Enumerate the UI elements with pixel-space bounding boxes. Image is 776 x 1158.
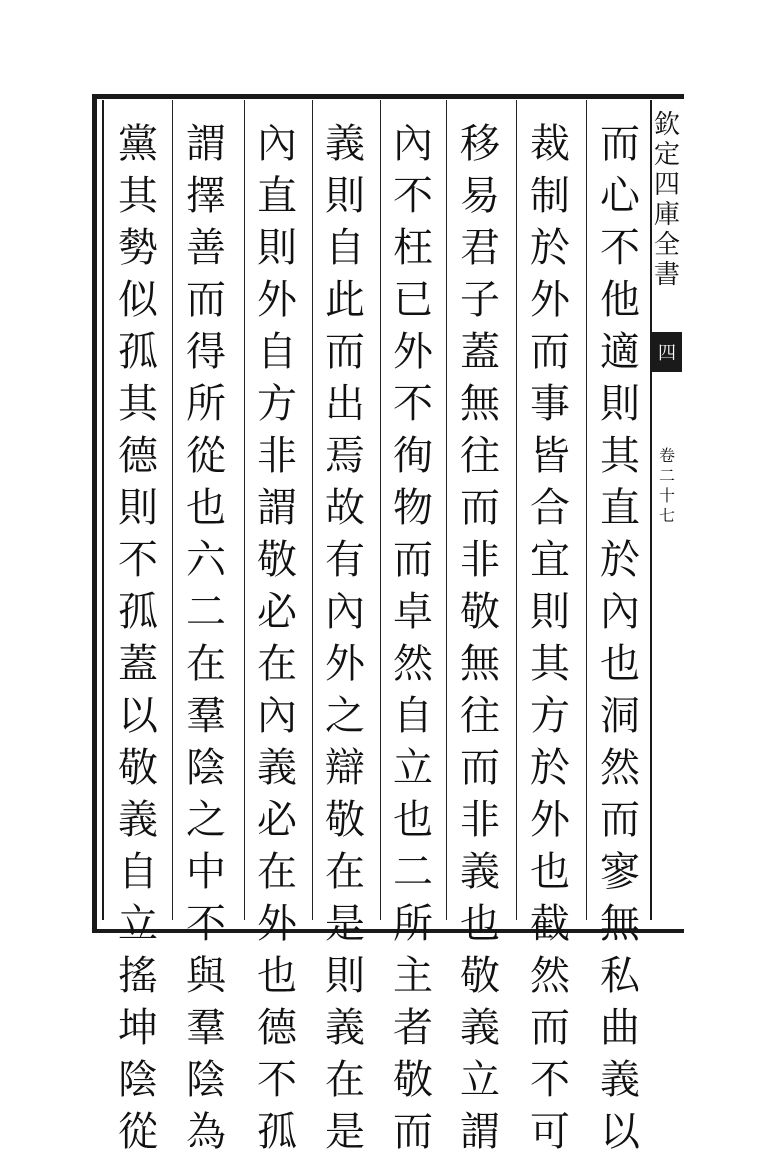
text-character: 從 [118, 1109, 158, 1155]
text-character: 義 [118, 797, 158, 843]
text-character: 從 [186, 433, 226, 479]
text-character: 義 [325, 1005, 365, 1051]
text-character: 在 [325, 849, 365, 895]
text-character: 移 [460, 121, 500, 167]
text-character: 立 [460, 1057, 500, 1103]
margin-title-character: 書 [653, 260, 680, 290]
text-column-5 [313, 118, 377, 1158]
text-character: 心 [600, 173, 640, 219]
text-character: 非 [257, 433, 297, 479]
fishtail-marker: 四 [652, 332, 682, 372]
text-character: 中 [186, 849, 226, 895]
text-character: 主 [393, 953, 433, 999]
text-character: 自 [118, 849, 158, 895]
text-character: 謂 [257, 485, 297, 531]
text-character: 而 [600, 797, 640, 843]
text-character: 外 [393, 329, 433, 375]
text-column-2 [518, 118, 582, 1158]
column-rule [516, 100, 517, 920]
text-character: 方 [530, 693, 570, 739]
text-character: 可 [530, 1109, 570, 1155]
text-character: 然 [600, 745, 640, 791]
text-character: 出 [325, 381, 365, 427]
text-character: 羣 [186, 693, 226, 739]
margin-juan-character: 卷 [658, 446, 675, 465]
text-column-6 [245, 118, 309, 1158]
text-character: 以 [118, 693, 158, 739]
text-character: 必 [257, 797, 297, 843]
text-character: 自 [257, 329, 297, 375]
text-character: 無 [600, 901, 640, 947]
text-character: 而 [530, 1005, 570, 1051]
text-character: 立 [118, 901, 158, 947]
text-character: 故 [325, 485, 365, 531]
text-character: 直 [600, 485, 640, 531]
text-character: 之 [325, 693, 365, 739]
text-character: 搖 [118, 953, 158, 999]
text-character: 羣 [186, 1005, 226, 1051]
text-character: 是 [325, 901, 365, 947]
text-character: 在 [257, 849, 297, 895]
text-character: 不 [257, 1057, 297, 1103]
text-character: 已 [393, 277, 433, 323]
text-character: 者 [393, 1005, 433, 1051]
text-character: 不 [118, 537, 158, 583]
text-character: 也 [460, 901, 500, 947]
text-character: 之 [186, 797, 226, 843]
text-character: 不 [186, 901, 226, 947]
text-character: 物 [393, 485, 433, 531]
text-character: 自 [393, 693, 433, 739]
text-character: 似 [118, 277, 158, 323]
text-character: 截 [530, 901, 570, 947]
text-character: 在 [186, 641, 226, 687]
text-character: 制 [530, 173, 570, 219]
text-character: 所 [186, 381, 226, 427]
text-character: 不 [530, 1057, 570, 1103]
text-character: 不 [600, 225, 640, 271]
text-column-8 [106, 118, 170, 1158]
text-character: 也 [393, 797, 433, 843]
text-character: 敬 [118, 745, 158, 791]
text-character: 與 [186, 953, 226, 999]
text-column-7 [174, 118, 238, 1158]
text-character: 辯 [325, 745, 365, 791]
text-character: 合 [530, 485, 570, 531]
text-character: 有 [325, 537, 365, 583]
text-character: 則 [325, 953, 365, 999]
text-character: 內 [257, 693, 297, 739]
text-character: 在 [325, 1057, 365, 1103]
text-character: 在 [257, 641, 297, 687]
text-character: 外 [325, 641, 365, 687]
text-character: 裁 [530, 121, 570, 167]
text-character: 方 [257, 381, 297, 427]
text-character: 蓋 [460, 329, 500, 375]
text-character: 此 [325, 277, 365, 323]
text-character: 孤 [257, 1109, 297, 1155]
frame-left-border [92, 94, 97, 929]
text-character: 無 [460, 641, 500, 687]
text-character: 宜 [530, 537, 570, 583]
text-character: 陰 [186, 1057, 226, 1103]
text-character: 敬 [460, 589, 500, 635]
text-character: 往 [460, 433, 500, 479]
text-character: 而 [460, 745, 500, 791]
text-character: 也 [600, 641, 640, 687]
text-character: 外 [530, 277, 570, 323]
text-character: 為 [186, 1109, 226, 1155]
text-character: 他 [600, 277, 640, 323]
text-character: 則 [325, 173, 365, 219]
text-character: 事 [530, 381, 570, 427]
text-character: 內 [393, 121, 433, 167]
text-character: 謂 [460, 1109, 500, 1155]
text-character: 六 [186, 537, 226, 583]
text-character: 立 [393, 745, 433, 791]
text-character: 謂 [186, 121, 226, 167]
text-character: 曲 [600, 1005, 640, 1051]
text-character: 皆 [530, 433, 570, 479]
text-character: 非 [460, 797, 500, 843]
text-character: 所 [393, 901, 433, 947]
column-rule [586, 100, 587, 920]
text-character: 陰 [118, 1057, 158, 1103]
margin-juan-character: 十 [658, 486, 675, 505]
text-character: 也 [186, 485, 226, 531]
text-character: 而 [393, 1109, 433, 1155]
text-character: 適 [600, 329, 640, 375]
column-rule [446, 100, 447, 920]
text-character: 而 [325, 329, 365, 375]
margin-juan-number [654, 446, 680, 526]
text-character: 私 [600, 953, 640, 999]
margin-title-character: 全 [653, 230, 680, 260]
text-character: 於 [530, 745, 570, 791]
text-character: 外 [257, 901, 297, 947]
text-character: 則 [530, 589, 570, 635]
text-character: 敬 [393, 1057, 433, 1103]
text-character: 不 [393, 381, 433, 427]
text-character: 無 [460, 381, 500, 427]
text-character: 外 [530, 797, 570, 843]
text-character: 寥 [600, 849, 640, 895]
text-character: 坤 [118, 1005, 158, 1051]
text-character: 不 [393, 173, 433, 219]
text-character: 而 [530, 329, 570, 375]
text-character: 也 [530, 849, 570, 895]
text-character: 然 [530, 953, 570, 999]
text-character: 蓋 [118, 641, 158, 687]
text-character: 義 [600, 1057, 640, 1103]
text-character: 則 [600, 381, 640, 427]
text-character: 而 [393, 537, 433, 583]
text-character: 義 [325, 121, 365, 167]
text-character: 枉 [393, 225, 433, 271]
text-character: 敬 [325, 797, 365, 843]
text-character: 必 [257, 589, 297, 635]
text-character: 擇 [186, 173, 226, 219]
text-character: 非 [460, 537, 500, 583]
margin-book-title [652, 110, 682, 290]
text-character: 德 [257, 1005, 297, 1051]
text-character: 敬 [257, 537, 297, 583]
text-character: 而 [186, 277, 226, 323]
text-character: 黨 [118, 121, 158, 167]
text-character: 君 [460, 225, 500, 271]
text-character: 義 [257, 745, 297, 791]
text-character: 其 [530, 641, 570, 687]
text-character: 外 [257, 277, 297, 323]
text-character: 也 [257, 953, 297, 999]
text-character: 而 [460, 485, 500, 531]
text-character: 敬 [460, 953, 500, 999]
text-character: 直 [257, 173, 297, 219]
text-character: 善 [186, 225, 226, 271]
text-character: 自 [325, 225, 365, 271]
text-column-4 [381, 118, 445, 1158]
text-character: 勢 [118, 225, 158, 271]
text-character: 內 [600, 589, 640, 635]
margin-title-character: 欽 [653, 110, 680, 140]
text-character: 以 [600, 1109, 640, 1155]
text-character: 內 [325, 589, 365, 635]
margin-title-character: 庫 [653, 200, 680, 230]
margin-title-character: 四 [653, 170, 680, 200]
text-character: 義 [460, 849, 500, 895]
frame-inner-border [102, 100, 104, 920]
text-character: 則 [257, 225, 297, 271]
text-character: 洞 [600, 693, 640, 739]
text-column-1 [588, 118, 652, 1158]
text-character: 易 [460, 173, 500, 219]
text-character: 往 [460, 693, 500, 739]
text-character: 二 [393, 849, 433, 895]
text-character: 陰 [186, 745, 226, 791]
text-character: 義 [460, 1005, 500, 1051]
text-character: 得 [186, 329, 226, 375]
text-character: 則 [118, 485, 158, 531]
text-character: 然 [393, 641, 433, 687]
column-rule [172, 100, 173, 920]
text-character: 孤 [118, 589, 158, 635]
text-character: 而 [600, 121, 640, 167]
text-character: 內 [257, 121, 297, 167]
text-character: 二 [186, 589, 226, 635]
text-character: 德 [118, 433, 158, 479]
margin-title-character: 定 [653, 140, 680, 170]
text-character: 於 [600, 537, 640, 583]
text-character: 其 [600, 433, 640, 479]
text-character: 焉 [325, 433, 365, 479]
text-character: 徇 [393, 433, 433, 479]
text-character: 子 [460, 277, 500, 323]
text-character: 卓 [393, 589, 433, 635]
text-character: 孤 [118, 329, 158, 375]
text-character: 其 [118, 381, 158, 427]
margin-juan-character: 七 [658, 506, 675, 525]
text-character: 其 [118, 173, 158, 219]
text-character: 是 [325, 1109, 365, 1155]
margin-juan-character: 二 [658, 466, 675, 485]
text-column-3 [448, 118, 512, 1158]
text-character: 於 [530, 225, 570, 271]
